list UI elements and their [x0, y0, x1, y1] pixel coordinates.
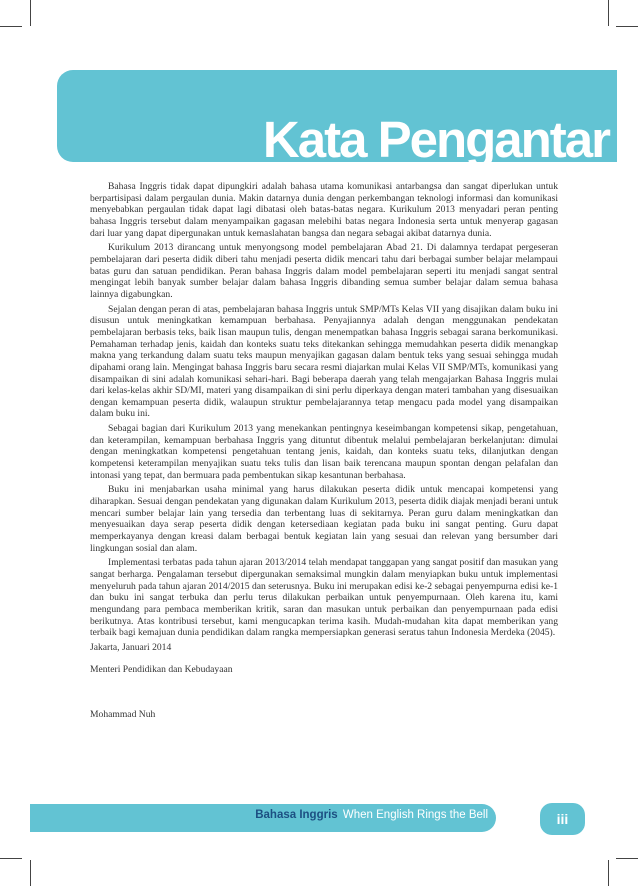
footer-text	[255, 809, 488, 821]
page-title: Kata Pengantar	[262, 111, 609, 168]
crop-mark	[616, 858, 638, 859]
place-date: Jakarta, Januari 2014	[90, 641, 172, 653]
crop-mark	[0, 26, 22, 27]
body-text	[90, 181, 558, 724]
signatory-name: Mohammad Nuh	[90, 709, 156, 721]
paragraph-3: Sejalan dengan peran di atas, pembelajaran bahasa Inggris untuk SMP/MTs Kelas VII yang disajikan dalam buku ini disusun untuk meningkatkan kemampuan berbahasa. Penyajiannya adalah dengan menggunakan pendekatan pembelajaran berbasis teks, baik lisan maupun tulis, dengan menempatkan bahasa Inggris sebagai sarana berkomunikasi. Pemahaman terhadap jenis, kaidah dan konteks suatu teks ditekankan sehingga memudahkan peserta didik menangkap makna yang terkandung dalam suatu teks maupun menyajikan gagasan dalam bentuk teks yang sesuai sehingga mudah dipahami orang lain. Mengingat bahasa Inggris baru secara resmi diajarkan mulai Kelas VII SMP/MTs, komunikasi yang disampaikan di sini adalah komunikasi sehari-hari. Bagi beberapa daerah yang telah mengajarkan Bahasa Inggris mulai dari kelas-kelas akhir SD/MI, materi yang disampaikan di sini perlu diperkaya dengan materi tambahan yang disesuaikan dengan kemampuan peserta didik, walaupun struktur pembelajarannya tetap mengacu pada model yang disampaikan dalam buku ini.	[90, 303, 558, 420]
crop-mark	[608, 0, 609, 26]
crop-mark	[30, 860, 31, 886]
footer-subtitle: When English Rings the Bell	[342, 809, 488, 821]
paragraph-1: Bahasa Inggris tidak dapat dipungkiri adalah bahasa utama komunikasi antarbangsa dan sangat diperlukan untuk berpartisipasi dalam pergaulan dunia. Makin datarnya dunia dengan perkembangan teknologi informasi dan komunikasi menyebabkan pergaulan tidak dapat lagi dibatasi oleh batas-batas negara. Kurikulum 2013 menyadari peran penting bahasa Inggris tersebut dalam menyampaikan gagasan melebihi batas negara Indonesia serta untuk menyerap gagasan dari luar yang dapat dipergunakan untuk kemaslahatan bangsa dan negara sebagai akibat datarnya dunia.	[90, 181, 558, 239]
crop-mark	[616, 26, 638, 27]
page-number-badge	[540, 803, 585, 835]
crop-mark	[0, 858, 22, 859]
paragraph-5: Buku ini menjabarkan usaha minimal yang harus dilakukan peserta didik untuk mencapai kompetensi yang diharapkan. Sesuai dengan pendekatan yang digunakan dalam Kurikulum 2013, peserta didik diajak menjadi berani untuk mencari sumber belajar lain yang tersedia dan terbentang luas di sekitarnya. Peran guru dalam meningkatkan dan menyesuaikan daya serap peserta didik dengan ketersediaan kegiatan pada buku ini sangat penting. Guru dapat memperkayanya dengan kreasi dalam berbagai bentuk kegiatan lain yang sesuai dan relevan yang bersumber dari lingkungan sosial dan alam.	[90, 484, 558, 554]
crop-mark	[30, 0, 31, 26]
paragraph-6: Implementasi terbatas pada tahun ajaran 2013/2014 telah mendapat tanggapan yang sangat positif dan masukan yang sangat berharga. Pengalaman tersebut dipergunakan semaksimal mungkin dalam menyiapkan buku untuk implementasi menyeluruh pada tahun ajaran 2014/2015 dan seterusnya. Buku ini merupakan edisi ke-2 sebagai penyempurna edisi ke-1 dan buku ini sangat terbuka dan perlu terus dilakukan perbaikan untuk penyempurnaan. Oleh karena itu, kami mengundang para pembaca memberikan kritik, saran dan masukan untuk perbaikan dan penyempurnaan pada edisi berikutnya. Atas kontribusi tersebut, kami mengucapkan terima kasih. Mudah-mudahan kita dapat memberikan yang terbaik bagi kemajuan dunia pendidikan dalam rangka mempersiapkan generasi seratus tahun Indonesia Merdeka (2045).	[90, 557, 558, 639]
footer-band	[30, 804, 496, 832]
header-band	[57, 70, 617, 168]
crop-mark	[608, 860, 609, 886]
footer-book-title: Bahasa Inggris	[255, 809, 338, 821]
paragraph-4: Sebagai bagian dari Kurikulum 2013 yang menekankan pentingnya keseimbangan kompetensi sikap, pengetahuan, dan keterampilan, kemampuan berbahasa Inggris yang dituntut dibentuk melalui pembelajaran berkelanjutan: dimulai dengan meningkatkan kompetensi pengetahuan tentang jenis, kaidah, dan konteks suatu teks, dilanjutkan dengan kompetensi keterampilan menyajikan suatu teks tulis dan lisan baik terencana maupun spontan dengan pelafalan dan intonasi yang tepat, dan bermuara pada pembentukan sikap kesantunan berbahasa.	[90, 423, 558, 481]
signatory-position: Menteri Pendidikan dan Kebudayaan	[90, 663, 233, 675]
paragraph-2: Kurikulum 2013 dirancang untuk menyongsong model pembelajaran Abad 21. Di dalamnya terdapat pergeseran pembelajaran dari peserta didik diberi tahu menjadi peserta didik mencari tahu dari berbagai sumber belajar melampaui batas guru dan satuan pendidikan. Peran bahasa Inggris dalam model pembelajaran seperti itu menjadi sangat sentral mengingat lebih banyak sumber belajar dalam bahasa Inggris dibanding semua sumber belajar dalam semua bahasa lainnya digabungkan.	[90, 242, 558, 300]
page-number: iii	[556, 811, 569, 827]
